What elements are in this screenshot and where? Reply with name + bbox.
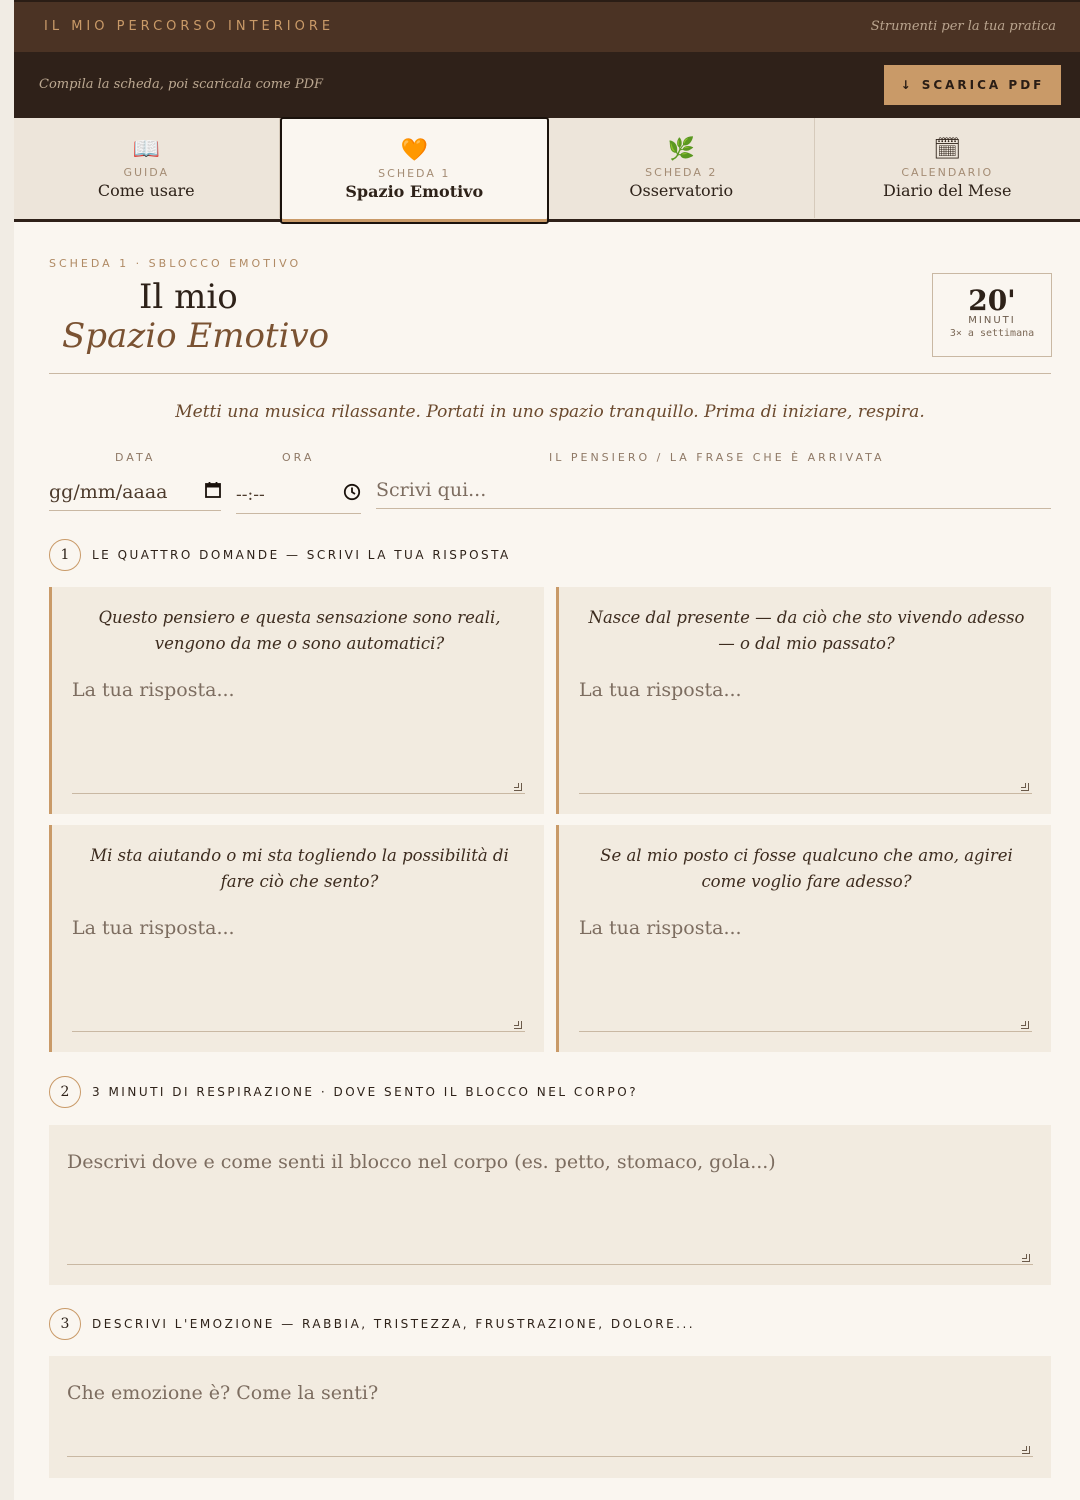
resize-handle-icon[interactable] bbox=[514, 783, 522, 791]
resize-handle-icon[interactable] bbox=[514, 1021, 522, 1029]
herb-icon: 🌿 bbox=[667, 136, 695, 162]
instruction-note: Compila la scheda, poi scaricala come PDF bbox=[39, 77, 324, 92]
step-2-number: 2 bbox=[49, 1076, 81, 1108]
step-3-label: DESCRIVI L'EMOZIONE — RABBIA, TRISTEZZA, FRUSTRAZIONE, DOLORE... bbox=[92, 1317, 696, 1331]
question-card-3 bbox=[49, 825, 544, 1052]
emotion-textarea[interactable] bbox=[67, 1382, 1033, 1457]
question-card-1 bbox=[49, 587, 544, 814]
tab-calendario[interactable] bbox=[815, 118, 1080, 218]
tab-kicker: SCHEDA 1 bbox=[378, 167, 451, 180]
tab-guida[interactable] bbox=[14, 118, 280, 218]
duration-frequency: 3× a settimana bbox=[949, 328, 1035, 339]
thought-label: IL PENSIERO / LA FRASE CHE È ARRIVATA bbox=[549, 451, 885, 464]
tagline: Strumenti per la tua pratica bbox=[870, 19, 1056, 34]
clock-icon[interactable] bbox=[343, 483, 361, 506]
duration-value: 20' bbox=[968, 284, 1016, 317]
duration-unit: MINUTI bbox=[968, 315, 1016, 326]
thought-input[interactable] bbox=[376, 472, 1051, 509]
sheet-kicker: SCHEDA 1 · SBLOCCO EMOTIVO bbox=[49, 257, 302, 270]
intro-text: Metti una musica rilassante. Portati in uno spazio tranquillo. Prima di iniziare, respira. bbox=[175, 402, 925, 422]
step-1-header bbox=[49, 539, 511, 571]
tab-title: Spazio Emotivo bbox=[345, 182, 484, 201]
step-1-label: LE QUATTRO DOMANDE — SCRIVI LA TUA RISPOSTA bbox=[92, 548, 511, 562]
question-text: Nasce dal presente — da ciò che sto vivendo adesso — o dal mio passato? bbox=[588, 608, 1025, 653]
calendar-picker-icon[interactable] bbox=[205, 481, 221, 503]
resize-handle-icon[interactable] bbox=[1021, 783, 1029, 791]
question-text: Se al mio posto ci fosse qualcuno che amo, agirei come voglio fare adesso? bbox=[600, 846, 1013, 891]
tab-title: Osservatorio bbox=[629, 181, 734, 200]
orange-heart-icon: 🧡 bbox=[400, 137, 428, 163]
answer-textarea[interactable] bbox=[579, 917, 1032, 1032]
date-label: DATA bbox=[115, 451, 156, 464]
emotion-section bbox=[49, 1356, 1051, 1478]
body-block-textarea[interactable] bbox=[67, 1151, 1033, 1265]
question-text: Mi sta aiutando o mi sta togliendo la possibilità di fare ciò che sento? bbox=[90, 846, 509, 891]
question-card-4 bbox=[556, 825, 1051, 1052]
download-arrow-icon: ↓ bbox=[900, 78, 914, 92]
thought-placeholder: Scrivi qui... bbox=[376, 479, 487, 501]
answer-placeholder: La tua risposta... bbox=[72, 679, 235, 701]
answer-textarea[interactable] bbox=[72, 679, 525, 794]
answer-placeholder: La tua risposta... bbox=[579, 679, 742, 701]
brand-title: IL MIO PERCORSO INTERIORE bbox=[44, 19, 335, 34]
download-pdf-label: SCARICA PDF bbox=[921, 78, 1045, 92]
open-book-icon: 📖 bbox=[132, 136, 160, 162]
tab-kicker: GUIDA bbox=[123, 166, 170, 179]
sheet-title-line-1: Il mio bbox=[139, 277, 238, 317]
step-2-label: 3 MINUTI DI RESPIRAZIONE · DOVE SENTO IL BLOCCO NEL CORPO? bbox=[92, 1085, 639, 1099]
tab-title: Diario del Mese bbox=[883, 181, 1012, 200]
body-block-section bbox=[49, 1125, 1051, 1285]
tab-title: Come usare bbox=[97, 181, 195, 200]
question-card-2 bbox=[556, 587, 1051, 814]
resize-handle-icon[interactable] bbox=[1022, 1446, 1030, 1454]
step-1-number: 1 bbox=[49, 539, 81, 571]
sheet-title-line-2: Spazio Emotivo bbox=[62, 316, 330, 356]
tab-scheda-1[interactable] bbox=[280, 117, 550, 224]
answer-textarea[interactable] bbox=[72, 917, 525, 1032]
answer-textarea[interactable] bbox=[579, 679, 1032, 794]
body-block-placeholder: Descrivi dove e come senti il blocco nel corpo (es. petto, stomaco, gola...) bbox=[67, 1151, 776, 1173]
tab-bar bbox=[14, 118, 1080, 222]
answer-placeholder: La tua risposta... bbox=[579, 917, 742, 939]
calendar-icon: 🗓 bbox=[933, 136, 962, 162]
divider bbox=[49, 373, 1051, 374]
time-field[interactable] bbox=[236, 476, 361, 514]
tab-scheda-2[interactable] bbox=[549, 118, 815, 218]
question-text: Questo pensiero e questa sensazione sono reali, vengono da me o sono automatici? bbox=[98, 608, 501, 653]
resize-handle-icon[interactable] bbox=[1021, 1021, 1029, 1029]
action-bar bbox=[14, 52, 1080, 118]
page bbox=[14, 0, 1080, 1500]
resize-handle-icon[interactable] bbox=[1022, 1254, 1030, 1262]
answer-placeholder: La tua risposta... bbox=[72, 917, 235, 939]
tab-kicker: SCHEDA 2 bbox=[645, 166, 718, 179]
tab-kicker: CALENDARIO bbox=[901, 166, 994, 179]
emotion-placeholder: Che emozione è? Come la senti? bbox=[67, 1382, 379, 1404]
step-2-header bbox=[49, 1076, 638, 1108]
date-field[interactable] bbox=[49, 474, 221, 511]
time-label: ORA bbox=[282, 451, 315, 464]
step-3-header bbox=[49, 1308, 695, 1340]
top-bar bbox=[14, 0, 1080, 52]
time-placeholder: --:-- bbox=[236, 484, 265, 505]
duration-badge bbox=[932, 273, 1052, 357]
download-pdf-button[interactable] bbox=[884, 65, 1061, 105]
date-placeholder: gg/mm/aaaa bbox=[49, 481, 168, 503]
step-3-number: 3 bbox=[49, 1308, 81, 1340]
